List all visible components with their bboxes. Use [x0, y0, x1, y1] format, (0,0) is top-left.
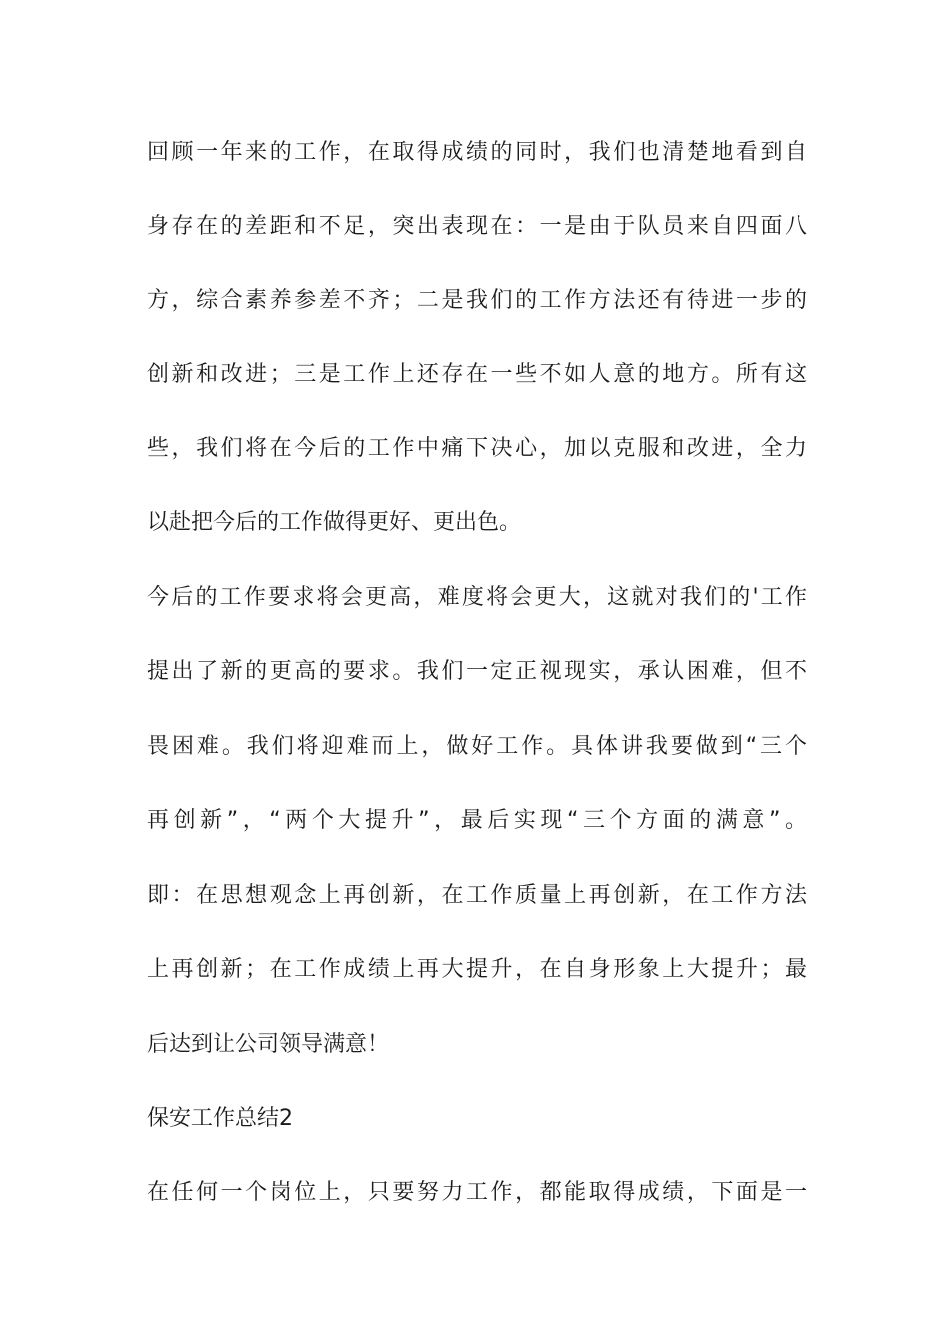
- paragraph-2-line-2: 提出了新的更高的要求。我们一定正视现实，承认困难，但不: [147, 659, 807, 684]
- paragraph-1-line-5: 些，我们将在今后的工作中痛下决心，加以克服和改进，全力: [147, 436, 807, 461]
- paragraph-1-line-1: 回顾一年来的工作，在取得成绩的同时，我们也清楚地看到自: [147, 140, 807, 165]
- paragraph-2-line-4: 再创新”，“两个大提升”，最后实现“三个方面的满意”。: [147, 808, 807, 833]
- paragraph-2-line-7: 后达到让公司领导满意！: [147, 1032, 390, 1057]
- paragraph-1-line-4: 创新和改进；三是工作上还存在一些不如人意的地方。所有这: [147, 362, 807, 387]
- paragraph-1-line-6: 以赴把今后的工作做得更好、更出色。: [147, 510, 522, 535]
- paragraph-2-line-5: 即：在思想观念上再创新，在工作质量上再创新，在工作方法: [147, 883, 807, 908]
- paragraph-2-line-6: 上再创新；在工作成绩上再大提升，在自身形象上大提升；最: [147, 957, 807, 982]
- paragraph-1-line-3: 方，综合素养参差不齐；二是我们的工作方法还有待进一步的: [147, 288, 807, 313]
- paragraph-3-line-1: 在任何一个岗位上，只要努力工作，都能取得成绩，下面是一: [147, 1180, 807, 1205]
- paragraph-2-line-3: 畏困难。我们将迎难而上，做好工作。具体讲我要做到“三个: [147, 734, 807, 759]
- paragraph-1-line-2: 身存在的差距和不足，突出表现在：一是由于队员来自四面八: [147, 214, 807, 239]
- section-heading: 保安工作总结2: [147, 1106, 293, 1131]
- paragraph-2-line-1: 今后的工作要求将会更高，难度将会更大，这就对我们的'工作: [147, 585, 807, 610]
